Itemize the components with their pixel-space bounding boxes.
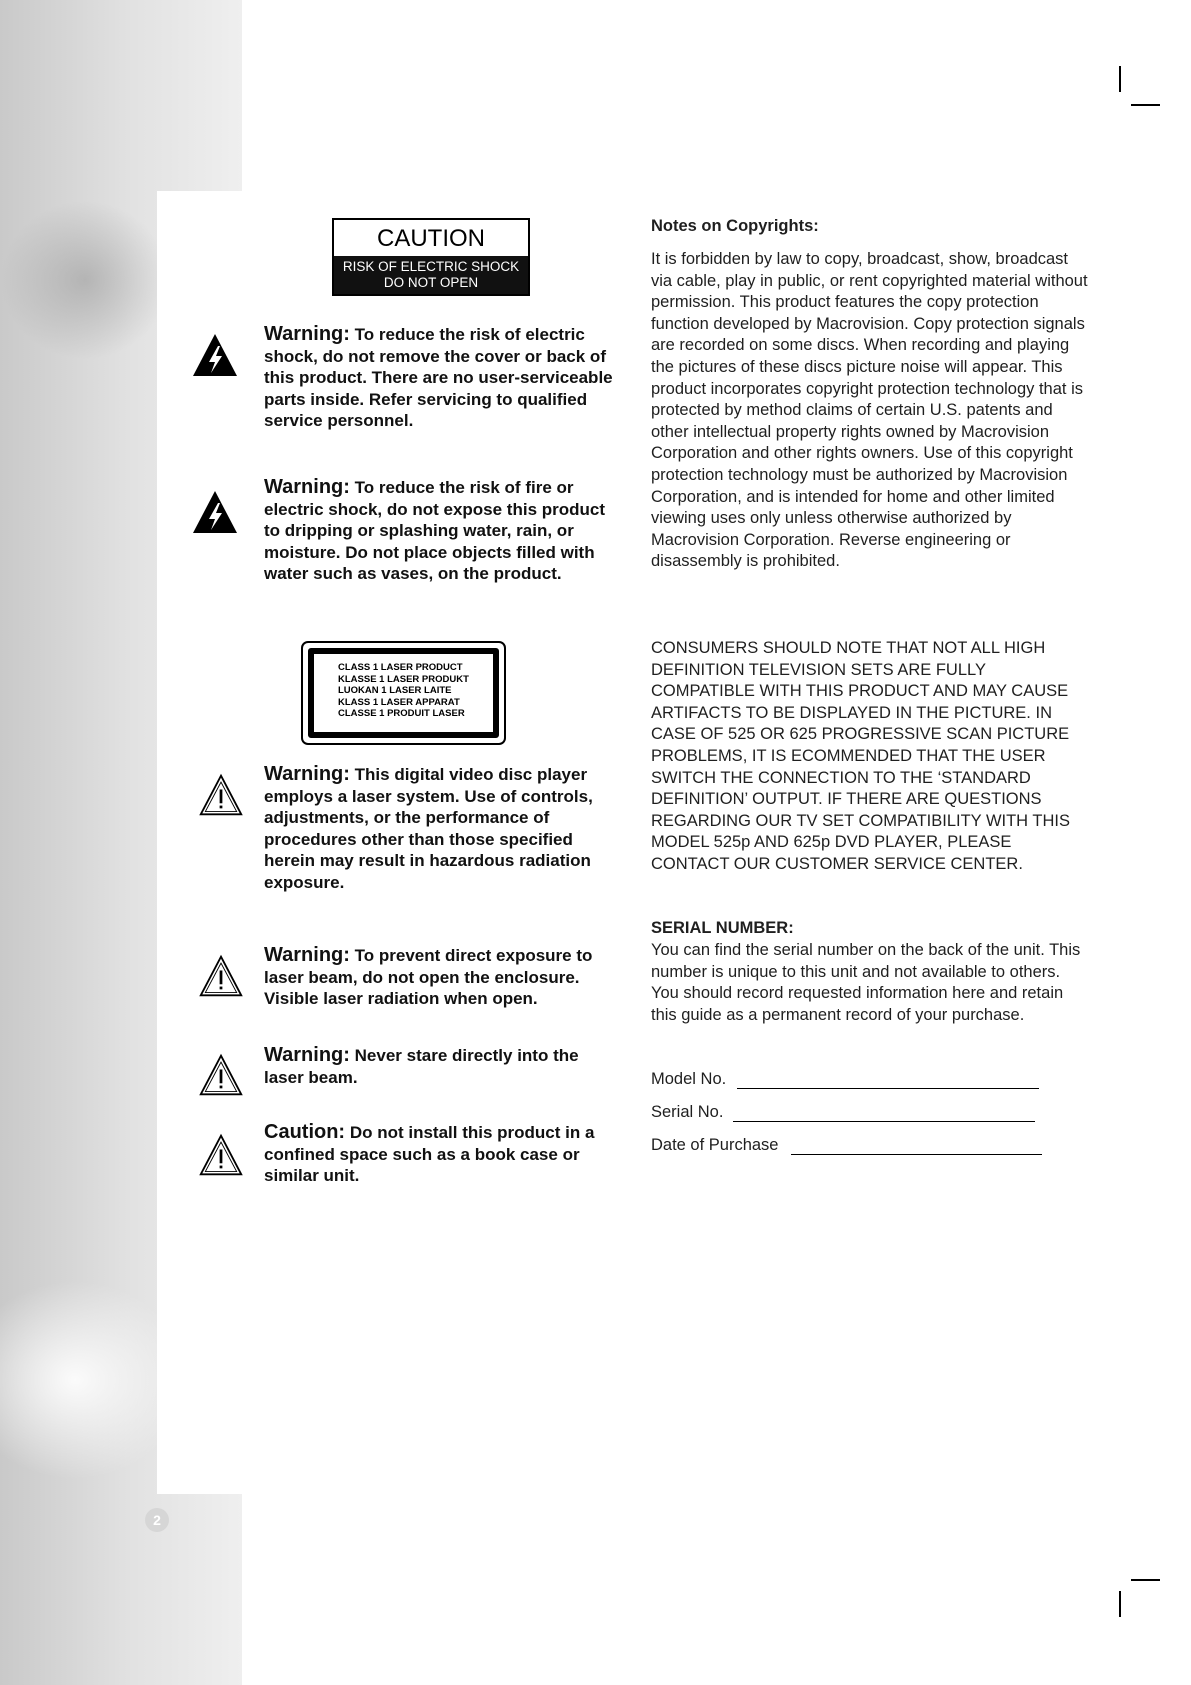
laser-label-line: LUOKAN 1 LASER LAITE [338,685,452,696]
laser-label-line: CLASSE 1 PRODUIT LASER [338,708,465,719]
laser-label-line: KLASS 1 LASER APPARAT [338,696,460,708]
model-number-line [737,1088,1039,1089]
warning-2-lead: Warning: [264,476,350,498]
laser-product-label [301,641,506,745]
caution-label-band [334,256,528,294]
warning-1-text: To reduce the risk of electric shock, do not remove the cover or back of this product. There are no user-serviceable parts inside. Refer servicing to qualified service personnel. [264,325,613,431]
warning-1 [264,324,622,432]
warning-3-lead: Warning: [264,763,350,785]
caution-6-text: Do not install this product in a confined space such as a book case or similar unit. [264,1123,595,1186]
warning-5-lead: Warning: [264,1044,350,1066]
caution-label [332,218,530,296]
model-number-field [651,1070,1041,1089]
exclamation-triangle-icon [198,1132,244,1178]
consumers-note: CONSUMERS SHOULD NOTE THAT NOT ALL HIGH DEFINITION TELEVISION SETS ARE FULLY COMPATIBLE WITH THIS PRODUCT AND MAY CAUSE ARTIFACTS TO BE DISPLAYED IN THE PICTURE. IN CASE OF 525 OR 625 PROGRESSIVE SCAN PICTURE PROBLEMS, IT IS ECOMMENDED THAT THE USER SWITCH THE CONNECTION TO THE ‘STANDARD DEFINITION’ OUTPUT. IF THERE ARE QUESTIONS REGARDING OUR TV SET COMPATIBILITY WITH THIS MODEL 525p AND 625p DVD PLAYER, PLEASE CONTACT OUR CUSTOMER SERVICE CENTER. [651,639,1070,873]
copyrights-heading: Notes on Copyrights: [651,217,819,235]
date-of-purchase-label: Date of Purchase [651,1136,779,1154]
sidebar-shade [0,200,170,360]
warning-3 [264,764,622,894]
warning-4-lead: Warning: [264,944,350,966]
crop-mark-top-vertical [1119,66,1121,92]
copyrights-body: It is forbidden by law to copy, broadcast, show, broadcast via cable, play in public, or rent copyrighted material without permission. This product features the copy protection function developed by Macrovision. Copy protection signals are recorded on some discs. When recording and playing the pictures of these discs picture noise will appear. This product incorporates copyright protection technology that is protected by method claims of certain U.S. patents and other intellectual property rights owned by Macrovision Corporation and other rights owners. Use of this copyright protection technology must be authorized by Macrovision Corporation, and is intended for home and other limited viewing uses only unless otherwise authorized by Macrovision Corporation. Reverse engineering or disassembly is prohibited. [651,250,1088,571]
warning-4 [264,945,622,1010]
laser-label-line: KLASSE 1 LASER PRODUKT [338,673,469,685]
lightning-triangle-icon [190,330,240,380]
laser-product-label-inner [308,648,499,738]
warning-1-lead: Warning: [264,323,350,345]
crop-mark-bottom-vertical [1119,1591,1121,1617]
caution-6 [264,1122,622,1187]
caution-label-line2: DO NOT OPEN [383,275,479,290]
warning-5-text: Never stare directly into the laser beam. [264,1046,579,1087]
page-number: 2 [145,1508,169,1532]
serial-number-body: You can find the serial number on the back of the unit. This number is unique to this unit and not available to others. You should record requested information here and retain this guide as a permanent record of your purchase. [651,941,1081,1024]
warning-3-text: This digital video disc player employs a laser system. Use of controls, adjustments, or the performance of procedures other than those specified herein may result in hazardous radiation exposure. [264,765,593,892]
serial-number-line [733,1121,1035,1122]
caution-6-lead: Caution: [264,1121,346,1143]
serial-number-field [651,1103,1041,1122]
exclamation-triangle-icon [198,772,244,818]
date-of-purchase-field [651,1136,1043,1155]
exclamation-triangle-icon [198,953,244,999]
crop-mark-bottom-horizontal [1131,1579,1160,1581]
serial-number-label: Serial No. [651,1103,724,1121]
warning-2-text: To reduce the risk of fire or electric shock, do not expose this product to dripping or splashing water, rain, or moisture. Do not place objects filled with water such as vases, on the product. [264,478,606,584]
model-number-label: Model No. [651,1070,727,1088]
laser-label-line: CLASS 1 LASER PRODUCT [338,662,463,673]
warning-5 [264,1045,622,1088]
crop-mark-top-horizontal [1131,104,1160,106]
serial-number-heading: SERIAL NUMBER: [651,919,794,937]
caution-label-line1: RISK OF ELECTRIC SHOCK [342,259,520,274]
caution-label-title: CAUTION [377,225,485,252]
warning-2 [264,477,622,585]
date-of-purchase-line [791,1154,1042,1155]
warning-4-text: To prevent direct exposure to laser beam, do not open the enclosure. Visible laser radiation when open. [264,946,593,1009]
lightning-triangle-icon [190,487,240,537]
exclamation-triangle-icon [198,1052,244,1098]
